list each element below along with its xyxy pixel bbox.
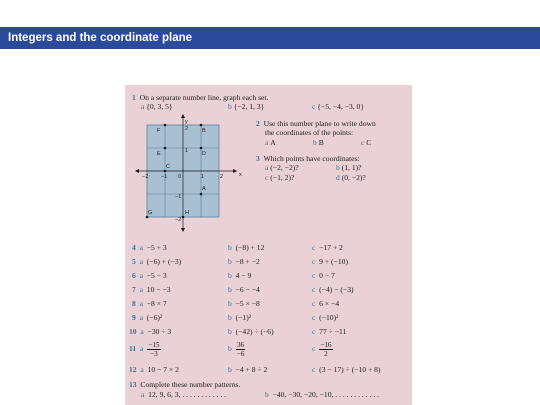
question-part-b (228, 285, 260, 294)
part-text: −30 ÷ 3 (147, 327, 172, 336)
part-text: (−10)² (319, 313, 339, 322)
part-text: −5 × −8 (235, 299, 260, 308)
part-text: −6 − −4 (235, 285, 260, 294)
question-row (132, 313, 162, 322)
part-text: (0, −2)? (341, 173, 366, 182)
q3-part-c (265, 173, 294, 182)
question-part-c (312, 313, 338, 322)
question-prompt-continued: the coordinates of the points: (265, 128, 354, 137)
part-text: −4 + 8 ÷ 2 (235, 365, 268, 374)
part-label: a (139, 271, 143, 280)
point-label: F (157, 128, 161, 134)
y-tick-label: 2 (185, 126, 189, 132)
part-label: b (228, 313, 232, 322)
part-text: 12, 9, 6, 3, . . . . . . . . . . . . (148, 390, 227, 399)
question-row (129, 340, 161, 358)
part-label: a (141, 390, 145, 399)
question-3 (256, 154, 360, 163)
part-label: c (312, 257, 316, 266)
question-part-c (312, 285, 354, 294)
question-number: 1 (132, 93, 136, 102)
part-label: b (228, 243, 232, 252)
question-prompt: Use this number plane to write down (263, 119, 376, 128)
question-number: 9 (132, 313, 136, 322)
part-text: 10 − −3 (146, 285, 171, 294)
part-text: C (366, 138, 372, 147)
part-text: (−6) + (−3) (146, 257, 182, 266)
denominator: −3 (150, 349, 158, 358)
q13-part-a (141, 390, 226, 399)
part-text: B (318, 138, 324, 147)
question-row (129, 365, 179, 374)
question-number: 3 (256, 154, 260, 163)
fraction (147, 341, 160, 358)
exercise-sheet (125, 85, 412, 405)
part-label: a (139, 344, 144, 353)
part-label: b (228, 271, 232, 280)
question-row (132, 271, 167, 280)
q2-part-a (265, 138, 276, 147)
numerator: −15 (148, 340, 160, 349)
denominator: −6 (236, 349, 245, 358)
part-text: (1, 1)? (341, 163, 362, 172)
part-text: −5 − 3 (146, 271, 167, 280)
part-text: (−42) ÷ (−6) (235, 327, 274, 336)
part-text: −40, −30, −20, −10, . . . . . . . . . . . . (272, 390, 379, 399)
part-label: b (265, 390, 269, 399)
point-marker (182, 216, 185, 219)
part-text: (−6)² (146, 313, 163, 322)
part-text: (3 − 17) ÷ (−10 + 8) (319, 365, 381, 374)
question-number: 5 (132, 257, 136, 266)
question-part-b (228, 243, 264, 252)
part-text: {−5, −4, −3, 0} (317, 102, 364, 111)
x-axis-arrow-right (233, 169, 237, 173)
question-part-c (312, 327, 346, 336)
question-part-b (228, 299, 260, 308)
part-label: c (312, 365, 316, 374)
y-axis-arrow-up (181, 114, 185, 118)
question-part-c (312, 340, 333, 358)
x-axis-arrow-left (135, 169, 139, 173)
question-row (132, 243, 167, 252)
part-text: (−8) + 12 (235, 243, 265, 252)
question-number: 11 (129, 344, 137, 353)
question-number: 6 (132, 271, 136, 280)
y-axis-arrow-down (181, 228, 185, 232)
question-prompt: Which points have coordinates: (263, 154, 360, 163)
question-row (132, 257, 181, 266)
question-row (129, 327, 171, 336)
part-text: (−4) − (−3) (319, 285, 354, 294)
question-number: 4 (132, 243, 136, 252)
numerator: 36 (236, 340, 245, 349)
x-tick-label: 1 (201, 174, 205, 180)
q3-part-d (336, 173, 366, 182)
part-label: a (139, 313, 143, 322)
point-marker (164, 147, 167, 150)
question-part-b (228, 340, 245, 358)
part-label: a (139, 257, 143, 266)
part-label: b (228, 299, 232, 308)
part-label: a (139, 285, 143, 294)
point-label: E (157, 151, 161, 157)
point-label: B (202, 128, 206, 134)
question-row (132, 285, 171, 294)
part-label: c (312, 271, 316, 280)
part-label: b (228, 344, 232, 353)
page-title: Integers and the coordinate plane (0, 27, 540, 49)
part-label: c (312, 285, 316, 294)
point-label: C (166, 164, 170, 170)
q2-part-c (361, 138, 371, 147)
question-number: 10 (129, 327, 137, 336)
part-label: b (228, 365, 232, 374)
question-part-c (312, 365, 380, 374)
fraction (319, 341, 332, 358)
x-tick-label: −2 (142, 174, 149, 180)
part-label: c (361, 138, 365, 147)
q1-part-c (312, 102, 364, 111)
y-axis-label: y (185, 119, 188, 125)
question-number: 7 (132, 285, 136, 294)
part-label: c (312, 299, 316, 308)
point-marker (200, 124, 203, 127)
part-label: a (141, 102, 145, 111)
point-label: D (202, 151, 206, 157)
question-row (132, 299, 167, 308)
part-label: c (312, 313, 316, 322)
question-part-b (228, 313, 251, 322)
part-text: −8 + −2 (235, 257, 260, 266)
y-tick-label: −1 (175, 194, 182, 200)
fraction (236, 341, 246, 358)
q1-part-a (141, 102, 173, 111)
numerator: −16 (320, 340, 332, 349)
part-label: b (336, 163, 340, 172)
part-label: a (139, 243, 143, 252)
part-text: (−1)² (235, 313, 252, 322)
part-label: b (228, 285, 232, 294)
question-part-b (228, 257, 260, 266)
part-label: a (140, 365, 144, 374)
question-number: 12 (129, 365, 137, 374)
point-label: G (148, 210, 153, 216)
q1-part-b (228, 102, 264, 111)
y-tick-label: 1 (185, 148, 189, 154)
question-part-c (312, 271, 335, 280)
point-label: A (202, 186, 206, 192)
part-label: c (312, 344, 316, 353)
coordinate-plane (135, 114, 247, 232)
part-label: a (139, 299, 143, 308)
part-text: −5 + 3 (146, 243, 167, 252)
part-text: {0, 3, 5} (146, 102, 173, 111)
part-text: −8 × 7 (146, 299, 167, 308)
x-tick-label: −1 (161, 174, 168, 180)
question-13 (129, 380, 240, 389)
question-part-b (228, 271, 251, 280)
point-marker (164, 170, 167, 173)
part-text: A (270, 138, 276, 147)
part-label: b (228, 327, 232, 336)
question-number: 13 (129, 380, 137, 389)
y-tick-label: −2 (175, 217, 182, 223)
q13-part-b (265, 390, 379, 399)
denominator: 2 (324, 349, 328, 358)
part-label: c (312, 327, 316, 336)
point-marker (200, 193, 203, 196)
point-marker (164, 124, 167, 127)
part-text: 6 × −4 (319, 299, 340, 308)
q3-part-b (336, 163, 362, 172)
x-tick-label: 2 (220, 174, 224, 180)
part-text: (−1, 2)? (270, 173, 295, 182)
q2-part-b (313, 138, 324, 147)
part-label: a (265, 138, 269, 147)
part-label: a (140, 327, 144, 336)
part-label: c (312, 102, 316, 111)
question-number: 8 (132, 299, 136, 308)
question-part-c (312, 243, 343, 252)
x-tick-label: 0 (178, 174, 182, 180)
part-text: 77 ÷ −11 (319, 327, 347, 336)
part-text: 4 − 9 (235, 271, 252, 280)
part-text: 0 − 7 (319, 271, 335, 280)
part-text: −17 + 2 (319, 243, 343, 252)
part-text: 10 − 7 × 2 (147, 365, 179, 374)
question-part-c (312, 299, 339, 308)
question-part-b (228, 327, 274, 336)
question-prompt: On a separate number line, graph each set. (139, 93, 269, 102)
question-number: 2 (256, 119, 260, 128)
question-1 (132, 93, 268, 102)
question-prompt: Complete these number patterns. (140, 380, 241, 389)
question-part-c (312, 257, 348, 266)
part-text: 9 + (−10) (319, 257, 348, 266)
part-label: b (228, 102, 232, 111)
q3-part-a (265, 163, 299, 172)
part-label: a (265, 163, 269, 172)
x-axis-label: x (239, 172, 242, 178)
question-2 (256, 119, 376, 128)
part-label: b (313, 138, 317, 147)
part-text: {−2, 1, 3} (233, 102, 265, 111)
point-label: H (185, 210, 189, 216)
question-part-b (228, 365, 267, 374)
point-marker (200, 147, 203, 150)
part-label: b (228, 257, 232, 266)
part-label: c (312, 243, 316, 252)
point-marker (146, 216, 149, 219)
part-label: c (265, 173, 269, 182)
part-text: (−2, −2)? (270, 163, 299, 172)
part-label: d (336, 173, 340, 182)
